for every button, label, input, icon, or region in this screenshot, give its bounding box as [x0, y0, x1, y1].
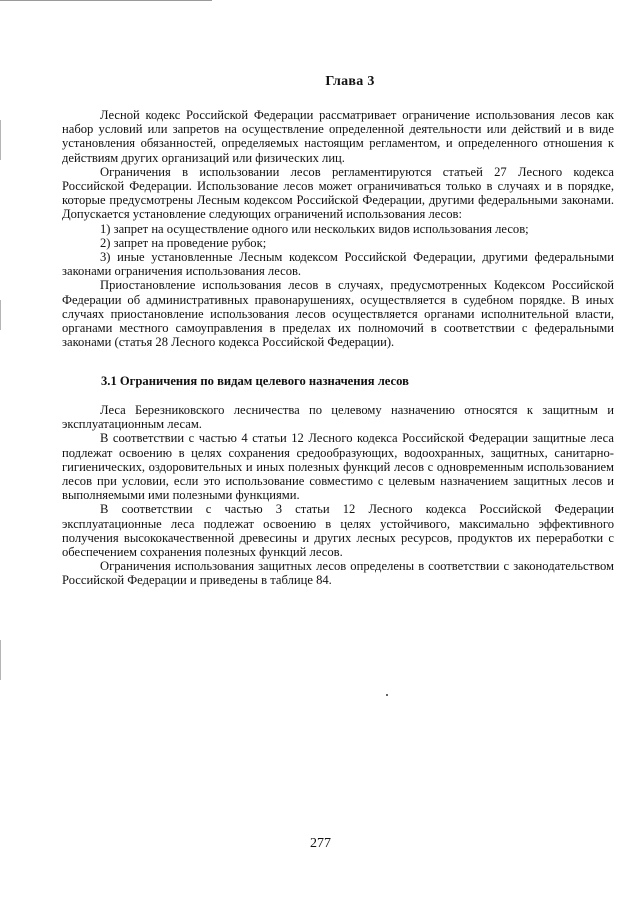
- list-item: 1) запрет на осуществление одного или нескольких видов использования лесов;: [100, 221, 529, 236]
- paragraph: В соответствии с частью 4 статьи 12 Лесного кодекса Российской Федерации защитные леса подлежат освоению в целях сохранения средообразующих, водоохранных, защитных, санитарно-гигиенических, оздоровительных и иных полезных функций лесов с одновременным использованием лесов при условии, если это использование совместимо с целевым назначением защитных лесов и выполняемыми ими полезными функциями.: [62, 431, 614, 503]
- scan-edge-mark: [0, 120, 1, 160]
- paragraph: Приостановление использования лесов в случаях, предусмотренных Кодексом Российской Федерации об административных правонарушениях, осуществляется в судебном порядке. В иных случаях приостановление использования лесов осуществляется органами исполнительной власти, органами местного самоуправления в пределах их полномочий в соответствии с федеральными законами (статья 28 Лесного кодекса Российской Федерации).: [62, 278, 614, 350]
- paragraph: Леса Березниковского лесничества по целевому назначению относятся к защитным и эксплуатационным лесам.: [62, 403, 614, 432]
- list-item: 2) запрет на проведение рубок;: [100, 235, 267, 250]
- scan-top-rule: [0, 0, 212, 1]
- scan-dot-mark: [386, 694, 388, 696]
- section-heading: 3.1 Ограничения по видам целевого назначения лесов: [101, 374, 409, 388]
- paragraph: Ограничения в использовании лесов регламентируются статьей 27 Лесного кодекса Российской Федерации. Использование лесов может ограничиваться только в случаях и в порядке, которые предусмотрены Лесным кодексом Российской Федерации, другими федеральными законами. Допускается установление следующих ограничений использования лесов:: [62, 164, 614, 222]
- page-number: 277: [310, 836, 331, 851]
- chapter-title: Глава 3: [325, 74, 375, 89]
- section-text-block: [62, 403, 614, 588]
- intro-text-block: [62, 108, 614, 349]
- scan-edge-mark: [0, 300, 1, 330]
- paragraph: Ограничения использования защитных лесов определены в соответствии с законодательством Российской Федерации и приведены в таблице 84.: [62, 559, 614, 588]
- scan-edge-mark: [0, 640, 1, 680]
- paragraph: Лесной кодекс Российской Федерации рассматривает ограничение использования лесов как набор условий или запретов на осуществление определенной деятельности или действий и в виде установления обязанностей, определяемых настоящим регламентом, и определенного отношения к действиям других организаций или физических лиц.: [62, 108, 614, 165]
- paragraph: В соответствии с частью 3 статьи 12 Лесного кодекса Российской Федерации эксплуатационные леса подлежат освоению в целях устойчивого, максимально эффективного получения высококачественной древесины и других лесных ресурсов, продуктов их переработки с обеспечением сохранения полезных функций лесов.: [62, 502, 614, 560]
- list-item: 3) иные установленные Лесным кодексом Российской Федерации, другими федеральными законами ограничения использования лесов.: [62, 250, 614, 279]
